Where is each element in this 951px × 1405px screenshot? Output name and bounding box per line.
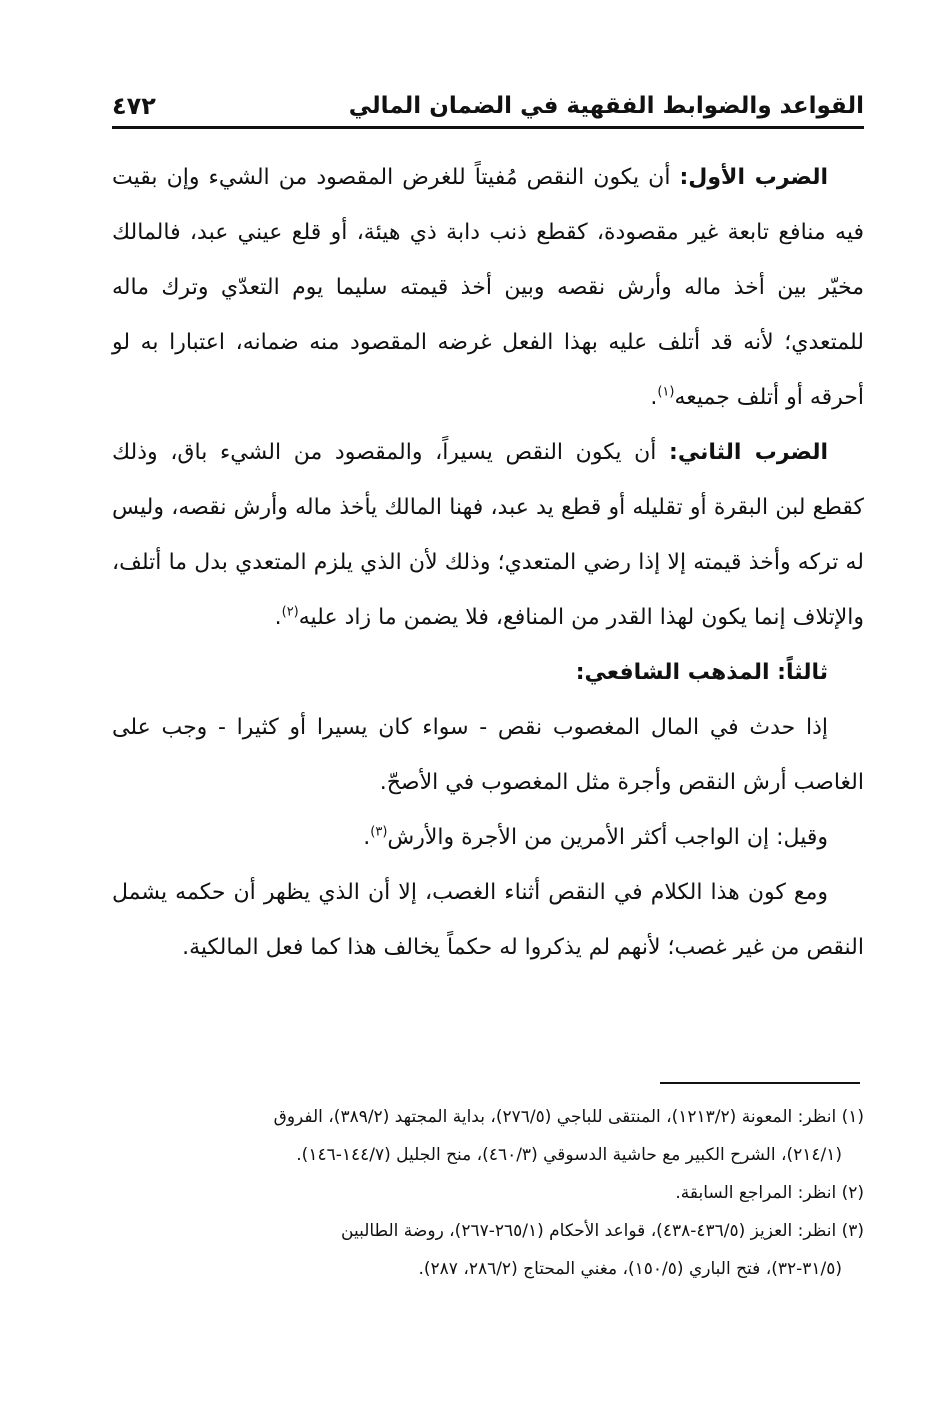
footnote-3-line-2: (٣١/٥-٣٢)، فتح الباري (١٥٠/٥)، مغني المحتاج (٢٨٦/٢، ٢٨٧). bbox=[418, 1259, 842, 1279]
footnote-1-line-1: (١) انظر: المعونة (١٢١٣/٢)، المنتقى للباجي (٢٧٦/٥)، بداية المجتهد (٣٨٩/٢)، الفروق bbox=[273, 1107, 864, 1127]
paragraph-text: أن يكون النقص مُفيتاً للغرض المقصود من الشيء وإن بقيت فيه منافع تابعة غير مقصودة، كقطع ذنب دابة ذي هيئة، أو قلع عيني عبد، فالمالك مخيّر بين أخذ ماله وأرش نقصه وبين أخذ قيمته سليما يوم التعدّي وترك ماله للمتعدي؛ لأنه قد أتلف عليه بهذا الفعل غرضه المقصود منه ضمانه، اعتبارا به لو أحرقه أو أتلف جميعه bbox=[112, 165, 864, 410]
footnote-ref-3[interactable]: (٣) bbox=[370, 824, 388, 840]
paragraph-end: . bbox=[274, 605, 282, 630]
paragraph-second-type bbox=[112, 425, 864, 645]
paragraph-text: أن يكون النقص يسيراً، والمقصود من الشيء باق، وذلك كقطع لبن البقرة أو تقليله أو قطع يد عبد، فهنا المالك يأخذ ماله وأرش نقصه، وليس له تركه وأخذ قيمته إلا إذا رضي المتعدي؛ وذلك لأن الذي يلزم المتعدي بدل ما أتلف، والإتلاف إنما يكون لهذا القدر من المنافع، فلا يضمن ما زاد عليه bbox=[112, 440, 864, 630]
paragraph-lead: الضرب الثاني: bbox=[669, 440, 828, 465]
book-title: القواعد والضوابط الفقهية في الضمان المالي bbox=[348, 93, 864, 119]
paragraph-end: . bbox=[650, 385, 658, 410]
paragraph-text: وقيل: إن الواجب أكثر الأمرين من الأجرة والأرش bbox=[387, 825, 828, 850]
paragraph-lead: الضرب الأول: bbox=[679, 165, 828, 190]
footnote-3-line-1: (٣) انظر: العزيز (٤٣٦/٥-٤٣٨)، قواعد الأحكام (٢٦٥/١-٢٦٧)، روضة الطالبين bbox=[341, 1221, 864, 1241]
footnote-2: (٢) انظر: المراجع السابقة. bbox=[675, 1183, 864, 1203]
page-number: ٤٧٢ bbox=[112, 92, 156, 120]
paragraph-alternative-view bbox=[112, 810, 864, 865]
footnote-ref-2[interactable]: (٢) bbox=[281, 604, 299, 620]
main-text bbox=[112, 150, 864, 975]
section-heading: ثالثاً: المذهب الشافعي: bbox=[575, 660, 828, 685]
footnote-separator bbox=[660, 1082, 860, 1084]
paragraph-conclusion: ومع كون هذا الكلام في النقص أثناء الغصب، إلا أن الذي يظهر أن حكمه يشمل النقص من غير غصب؛ لأنهم لم يذكروا له حكماً يخالف هذا كما فعل المالكية. bbox=[112, 880, 864, 960]
footnote-1-line-2: (٢١٤/١)، الشرح الكبير مع حاشية الدسوقي (٤٦٠/٣)، منح الجليل (١٤٤/٧-١٤٦). bbox=[296, 1145, 842, 1165]
paragraph-first-type bbox=[112, 150, 864, 425]
paragraph-end: . bbox=[363, 825, 371, 850]
footnotes bbox=[112, 1098, 864, 1288]
running-header bbox=[112, 86, 864, 129]
footnote-ref-1[interactable]: (١) bbox=[657, 384, 675, 400]
paragraph-shafii: إذا حدث في المال المغصوب نقص - سواء كان يسيرا أو كثيرا - وجب على الغاصب أرش النقص وأجرة مثل المغصوب في الأصحّ. bbox=[112, 715, 864, 795]
